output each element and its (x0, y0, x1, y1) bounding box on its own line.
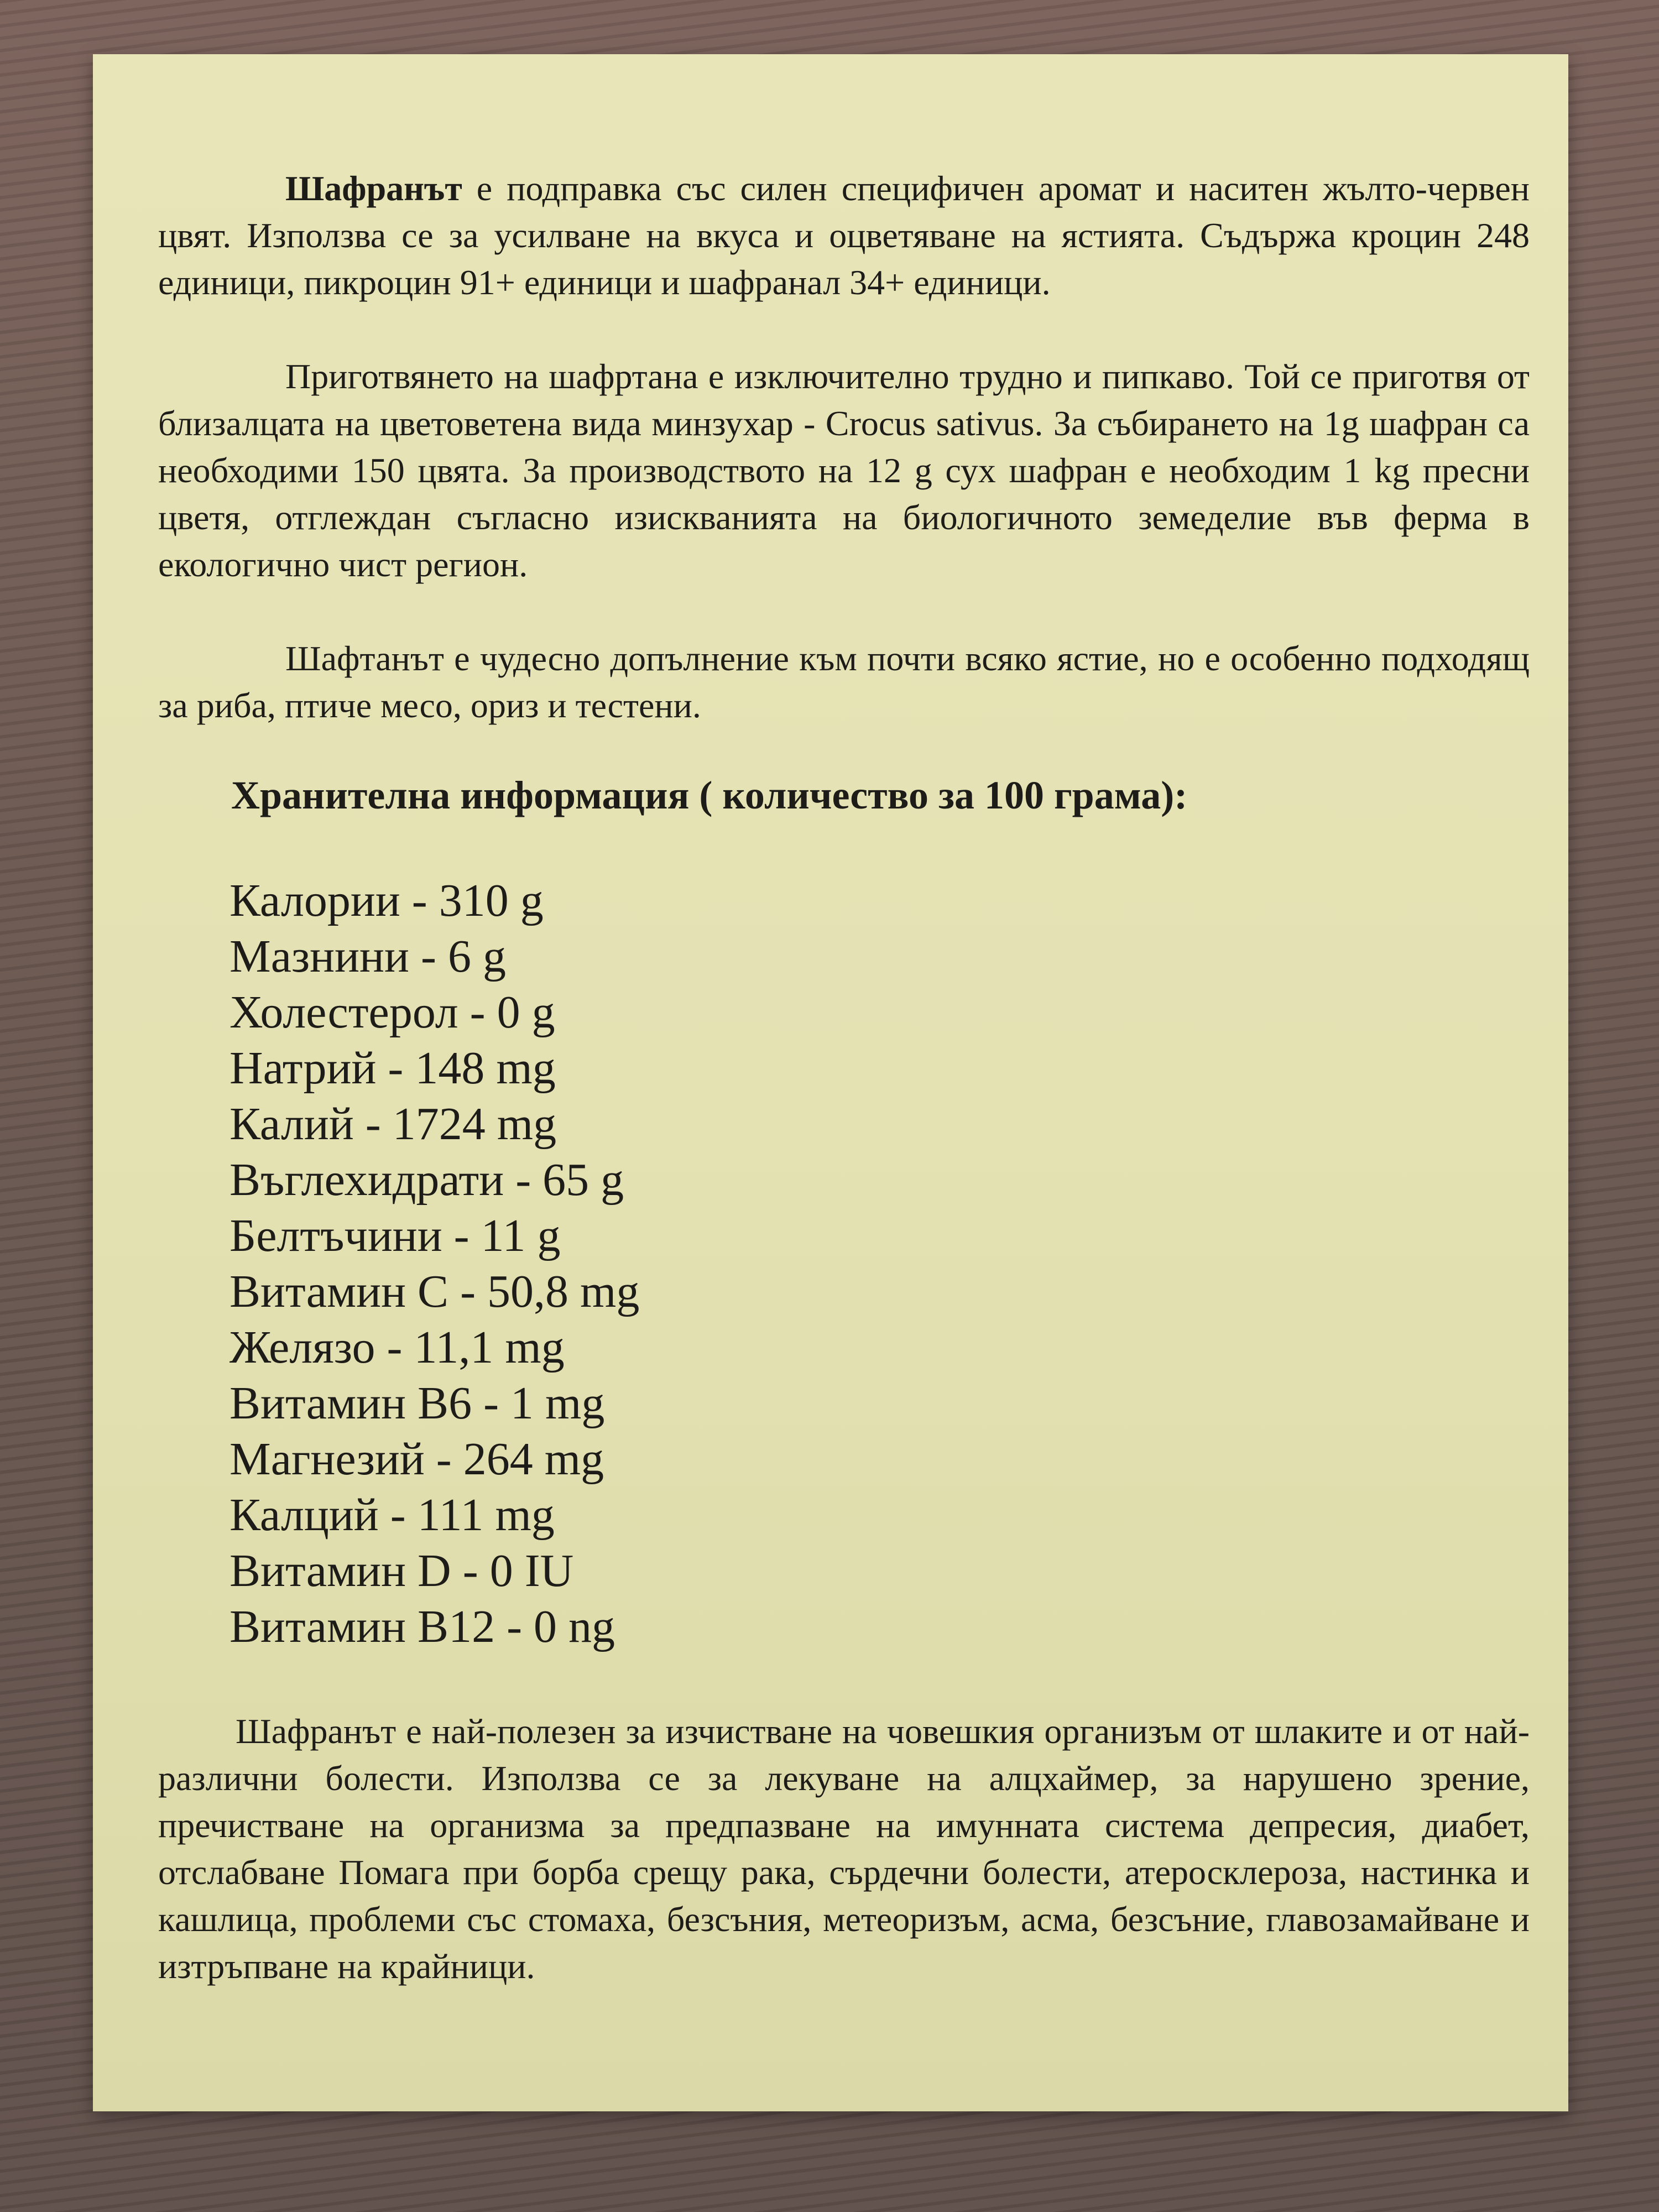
nutrition-item: Калций - 111 mg (229, 1489, 555, 1541)
nutrition-item: Мазнини - 6 g (229, 931, 506, 982)
intro-paragraph (158, 165, 1530, 306)
nutrition-list (229, 873, 639, 1655)
nutrition-item: Витамин B6 - 1 mg (229, 1378, 605, 1429)
nutrition-heading: Хранителна информация ( количество за 100 грама): (231, 773, 1188, 817)
nutrition-item: Белтъчини - 11 g (229, 1210, 561, 1261)
nutrition-item: Калий - 1724 mg (229, 1098, 557, 1150)
nutrition-item: Желязо - 11,1 mg (229, 1322, 565, 1373)
nutrition-item: Натрий - 148 mg (229, 1042, 556, 1094)
nutrition-item: Магнезий - 264 mg (229, 1433, 604, 1485)
intro-term: Шафранът (285, 169, 462, 208)
nutrition-item: Въглехидрати - 65 g (229, 1154, 624, 1206)
preparation-paragraph: Приготвянето на шафртана е изключително трудно и пипкаво. Той се приготвя от близалцата на цветоветена вида минзухар - Crocus sativus. За събирането на 1g шафран са необходими 150 цвята. За производството на 12 g сух шафран е необходим 1 kg пресни цветя, отглеждан съгласно изискванията на биологичното земеделие във ферма в екологично чист регион. (158, 357, 1530, 584)
dishes-paragraph: Шафтанът е чудесно допълнение към почти всяко ястие, но е особенно подходящ за риба, птиче месо, ориз и тестени. (158, 639, 1530, 725)
nutrition-item: Калории - 310 g (229, 875, 544, 926)
nutrition-item: Витамин D - 0 IU (229, 1545, 574, 1597)
nutrition-item: Холестерол - 0 g (229, 987, 555, 1038)
intro-text: е подправка със силен специфичен аромат и наситен жълто-червен цвят. Използва се за усилване на вкуса и оцветяване на ястията. Съдържа кроцин 248 единици, пикроцин 91+ единици и шафранал 34+ единици. (158, 169, 1530, 302)
nutrition-item: Витамин C - 50,8 mg (229, 1266, 640, 1317)
info-card (93, 54, 1568, 2111)
nutrition-item: Витамин B12 - 0 ng (229, 1601, 615, 1652)
health-paragraph: Шафранът е най-полезен за изчистване на човешкия организъм от шлаките и от най-различни болести. Използва се за лекуване на алцхаймер, за нарушено зрение, пречистване на организма за предпазване на имунната система депресия, диабет, отслабване Помага при борба срещу рака, сърдечни болести, атеросклероза, настинка и кашлица, проблеми със стомаха, безсъния, метеоризъм, асма, безсъние, главозамайване и изтръпване на крайници. (158, 1712, 1530, 1986)
